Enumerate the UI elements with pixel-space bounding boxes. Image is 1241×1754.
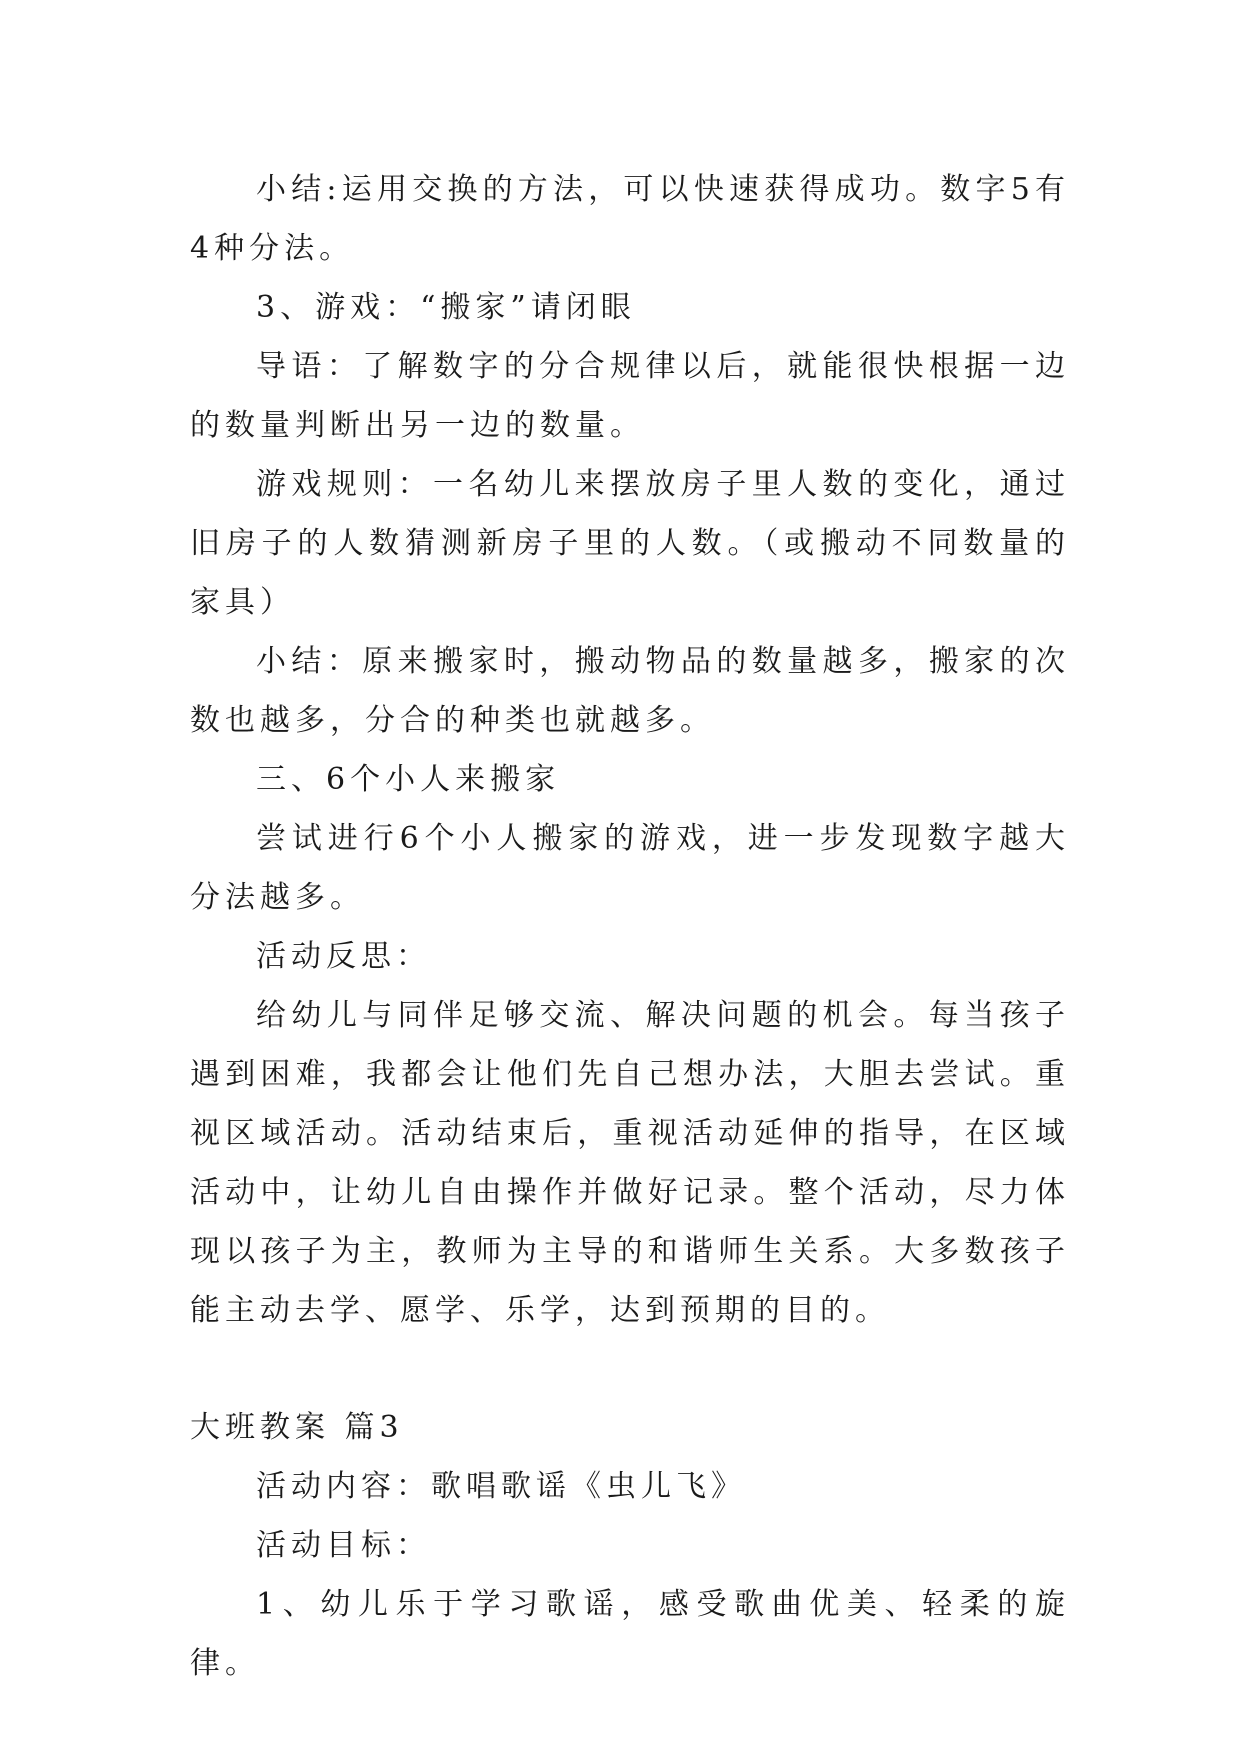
paragraph-reflection-heading: 活动反思： <box>256 939 431 974</box>
paragraph-try-six: 尝试进行6个小人搬家的游戏，进一步发现数字越大分法越多。 <box>190 821 1070 915</box>
paragraph-reflection-body: 给幼儿与同伴足够交流、解决问题的机会。每当孩子遇到困难，我都会让他们先自己想办法，大胆去尝试。重视区域活动。活动结束后，重视活动延伸的指导，在区域活动中，让幼儿自由操作并做好记录。整个活动，尽力体现以孩子为主，教师为主导的和谐师生关系。大多数孩子能主动去学、愿学、乐学，达到预期的目的。 <box>190 998 1070 1328</box>
paragraph-activity-goals: 活动目标： <box>256 1528 431 1563</box>
paragraph-goal-one: 1、幼儿乐于学习歌谣，感受歌曲优美、轻柔的旋律。 <box>190 1587 1070 1681</box>
paragraph-game-heading: 3、游戏：“搬家”请闭眼 <box>256 290 636 325</box>
paragraph-summary-moving: 小结：原来搬家时，搬动物品的数量越多，搬家的次数也越多，分合的种类也就越多。 <box>190 644 1070 738</box>
paragraph-intro: 导语：了解数字的分合规律以后，就能很快根据一边的数量判断出另一边的数量。 <box>190 349 1070 443</box>
paragraph-heading-six: 三、6个小人来搬家 <box>256 762 561 797</box>
section-title: 大班教案 篇3 <box>190 1410 404 1445</box>
section-gap <box>190 1340 1070 1398</box>
paragraph-activity-content: 活动内容：歌唱歌谣《虫儿飞》 <box>256 1469 746 1504</box>
paragraph-game-rules: 游戏规则：一名幼儿来摆放房子里人数的变化，通过旧房子的人数猜测新房子里的人数。（或搬动不同数量的家具） <box>190 467 1070 620</box>
paragraph-summary-swap: 小结:运用交换的方法，可以快速获得成功。数字5有4种分法。 <box>190 172 1070 266</box>
document-page <box>190 160 1070 1693</box>
